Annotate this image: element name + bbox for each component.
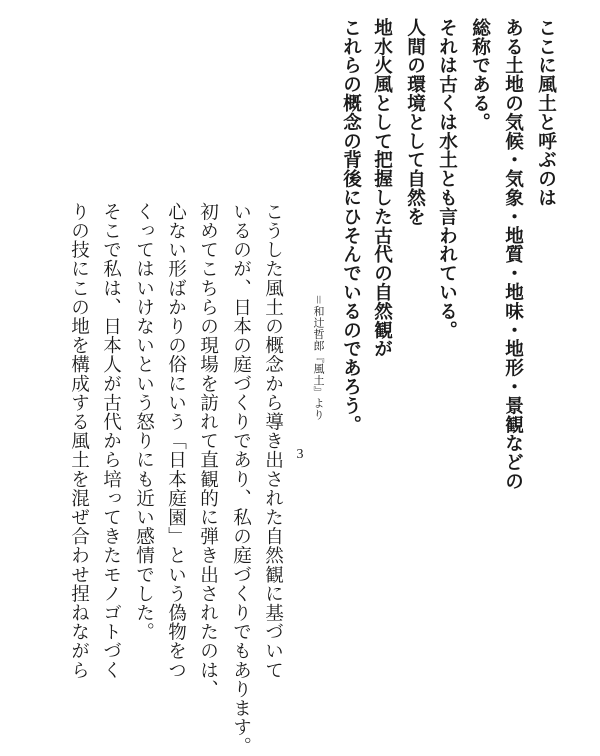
quote-line-4: それは古くは水土とも言われている。 [436, 18, 458, 340]
body-line-6: そこで私は、日本人が古代から培ってきたモノゴトづく [100, 202, 122, 680]
quote-line-2: ある土地の気候・気象・地質・地味・地形・景観などの [502, 18, 524, 491]
body-line-2: いるのが、日本の庭づくりであり、私の庭づくりでもあります。 [230, 202, 252, 756]
body-line-1: こうした風土の概念から導き出された自然観に基づいて [262, 202, 284, 680]
quote-line-6: 地水火風として把握した古代の自然観が [371, 18, 393, 359]
body-line-7: りの技にこの地を構成する風土を混ぜ合わせ捏ねながら [68, 202, 90, 680]
quote-line-7: これらの概念の背後にひそんでいるのであろう。 [340, 18, 362, 434]
body-line-5: くってはいけないという怒りにも近い感情でした。 [133, 202, 155, 642]
quote-attribution: ＝和辻哲郎『風土』より [312, 294, 325, 421]
body-line-4: 心ない形ばかりの俗にいう「日本庭園」という偽物をつ [165, 202, 187, 680]
body-line-3: 初めてこちらの現場を訪れて直観的に弾き出されたのは、 [197, 202, 219, 699]
quote-line-5: 人間の環境として自然を [404, 18, 426, 226]
quote-line-3: 総称である。 [469, 18, 491, 132]
quote-line-1: ここに風土と呼ぶのは [535, 18, 557, 207]
page-number: 3 [296, 447, 304, 462]
